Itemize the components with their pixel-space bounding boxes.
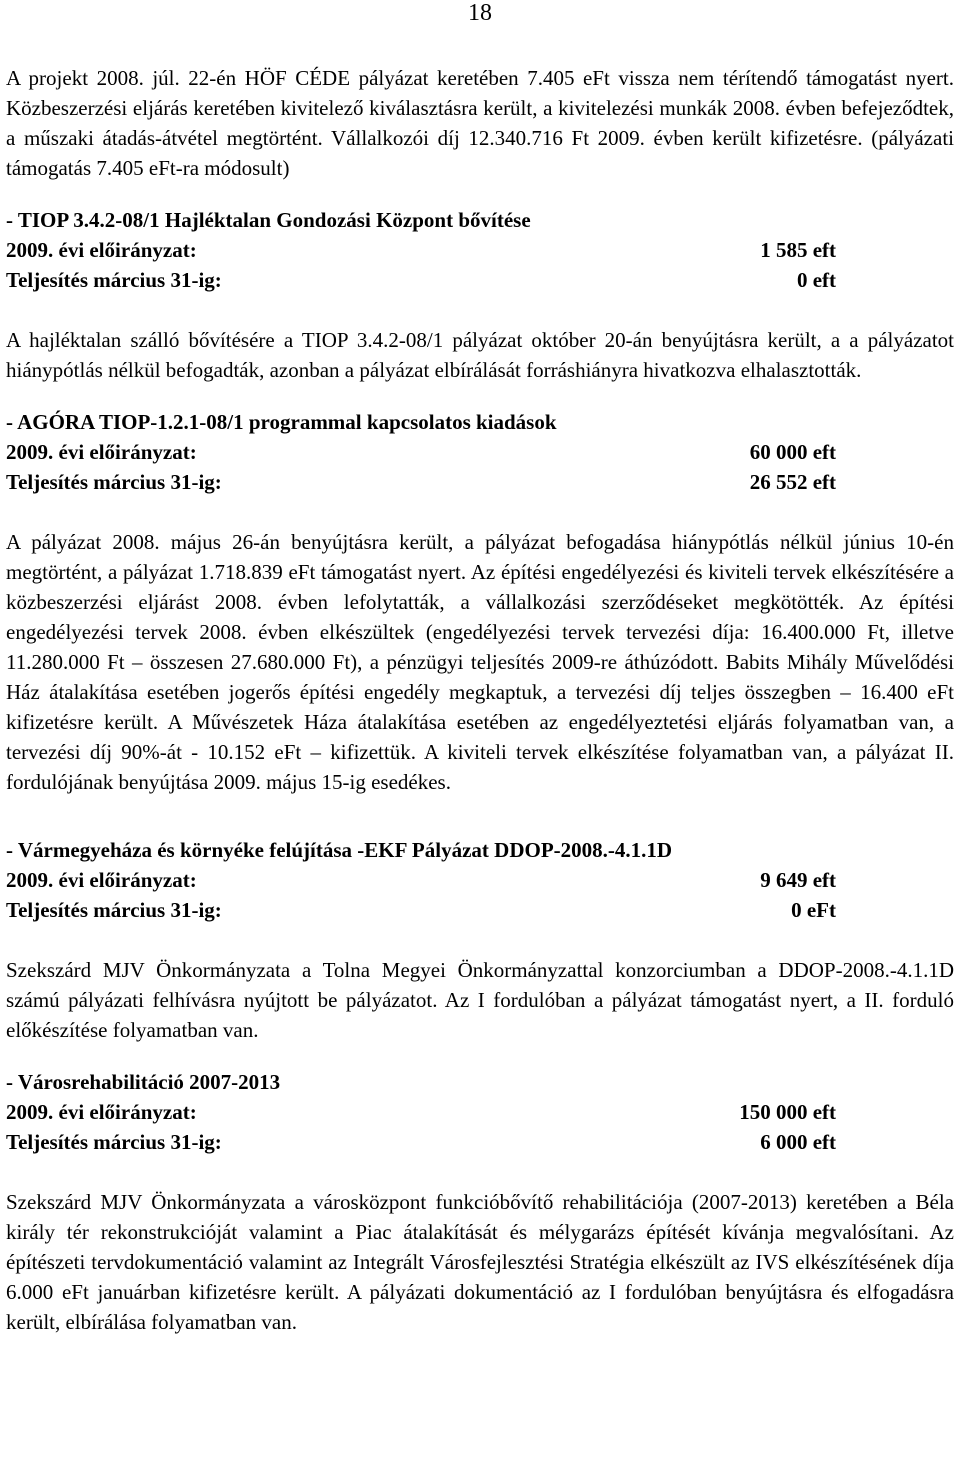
fulfillment-row [6,1127,836,1157]
fulfillment-label: Teljesítés március 31-ig: [6,1130,222,1154]
budget-value: 9 649 eft [760,868,836,892]
section-agora [6,407,954,797]
section-body: A pályázat 2008. május 26-án benyújtásra került, a pályázat befogadása hiánypótlás nélkül június 10-én megtörtént, a pályázat 1.718.839 eFt támogatást nyert. Az építési engedélyezési és kiviteli tervek elkészítésére a közbeszerzési eljárást 2008. évben lefolytatták, a vállalkozási szerződéseket megkötötték. Az építési engedélyezési tervek 2008. évben elkészültek (engedélyezési tervek tervezési díja: 16.400.000 Ft, illetve 11.280.000 Ft – összesen 27.680.000 Ft), a pénzügyi teljesítés 2009-re áthúzódott. Babits Mihály Művelődési Ház átalakítása esetében jogerős építési engedély megkaptuk, a tervezési díj teljes összegben – 16.400 eFt kifizetésre került. A Művészetek Háza átalakítása esetében az engedélyeztetési eljárás folyamatban van, a tervezési díj 90%-át - 10.152 eFt – kifizettük. A kiviteli tervek elkészítése folyamatban van, a pályázat II. fordulójának benyújtása 2009. május 15-ig esedékes. [6,530,954,794]
section-body: Szekszárd MJV Önkormányzata a Tolna Megyei Önkormányzattal konzorciumban a DDOP-2008.-4.1.1D számú pályázati felhívásra nyújtott be pályázatot. Az I fordulóban a pályázat támogatást nyert, a II. forduló előkészítése folyamatban van. [6,958,954,1042]
budget-label: 2009. évi előirányzat: [6,868,197,892]
budget-value: 150 000 eft [739,1100,836,1124]
section-varosrehabilitacio [6,1067,954,1337]
section-title: - TIOP 3.4.2-08/1 Hajléktalan Gondozási Központ bővítése [6,208,531,232]
budget-row [6,235,836,265]
budget-label: 2009. évi előirányzat: [6,1100,197,1124]
page-number: 18 [468,0,492,26]
budget-value: 1 585 eft [760,238,836,262]
budget-label: 2009. évi előirányzat: [6,238,197,262]
budget-label: 2009. évi előirányzat: [6,440,197,464]
document-body [6,63,954,1337]
fulfillment-label: Teljesítés március 31-ig: [6,898,222,922]
fulfillment-label: Teljesítés március 31-ig: [6,470,222,494]
section-varmegyehaza [6,835,954,1045]
section-title: - Városrehabilitáció 2007-2013 [6,1070,281,1094]
fulfillment-value: 0 eft [796,268,836,292]
budget-value: 60 000 eft [749,440,836,464]
budget-row [6,437,836,467]
fulfillment-value: 6 000 eft [760,1130,836,1154]
section-title: - AGÓRA TIOP-1.2.1-08/1 programmal kapcsolatos kiadások [6,410,557,434]
intro-paragraph: A projekt 2008. júl. 22-én HÖF CÉDE pályázat keretében 7.405 eFt vissza nem térítendő támogatást nyert. Közbeszerzési eljárás keretében kivitelező kiválasztásra került, a kivitelezési munkák 2008. évben befejeződtek, a műszaki átadás-átvétel megtörtént. Vállalkozói díj 12.340.716 Ft 2009. évben került kifizetésre. (pályázati támogatás 7.405 eFt-ra módosult) [6,66,954,180]
fulfillment-label: Teljesítés március 31-ig: [6,268,222,292]
fulfillment-value: 26 552 eft [749,470,836,494]
budget-row [6,1097,836,1127]
fulfillment-value: 0 eFt [791,898,836,922]
section-tiop-hajlektalan [6,205,954,385]
section-body: Szekszárd MJV Önkormányzata a városközpont funkcióbővítő rehabilitációja (2007-2013) keretében a Béla király tér rekonstrukcióját valamint a Piac átalakítását és mélygarázs építését kívánja megvalósítani. Az építészeti tervdokumentáció valamint az Integrált Városfejlesztési Stratégia elkészült az IVS elkészítésének díja 6.000 eFt januárban kifizetésre került. A pályázati dokumentáció az I fordulóban benyújtásra és elfogadásra került, elbírálása folyamatban van. [6,1190,954,1334]
section-title: - Vármegyeháza és környéke felújítása -EKF Pályázat DDOP-2008.-4.1.1D [6,838,673,862]
fulfillment-row [6,265,836,295]
fulfillment-row [6,467,836,497]
budget-row [6,865,836,895]
section-body: A hajléktalan szálló bővítésére a TIOP 3.4.2-08/1 pályázat október 20-án benyújtásra került, a a pályázatot hiánypótlás nélkül befogadták, azonban a pályázat elbírálását forráshiányra hivatkozva elhalasztották. [6,328,954,382]
fulfillment-row [6,895,836,925]
